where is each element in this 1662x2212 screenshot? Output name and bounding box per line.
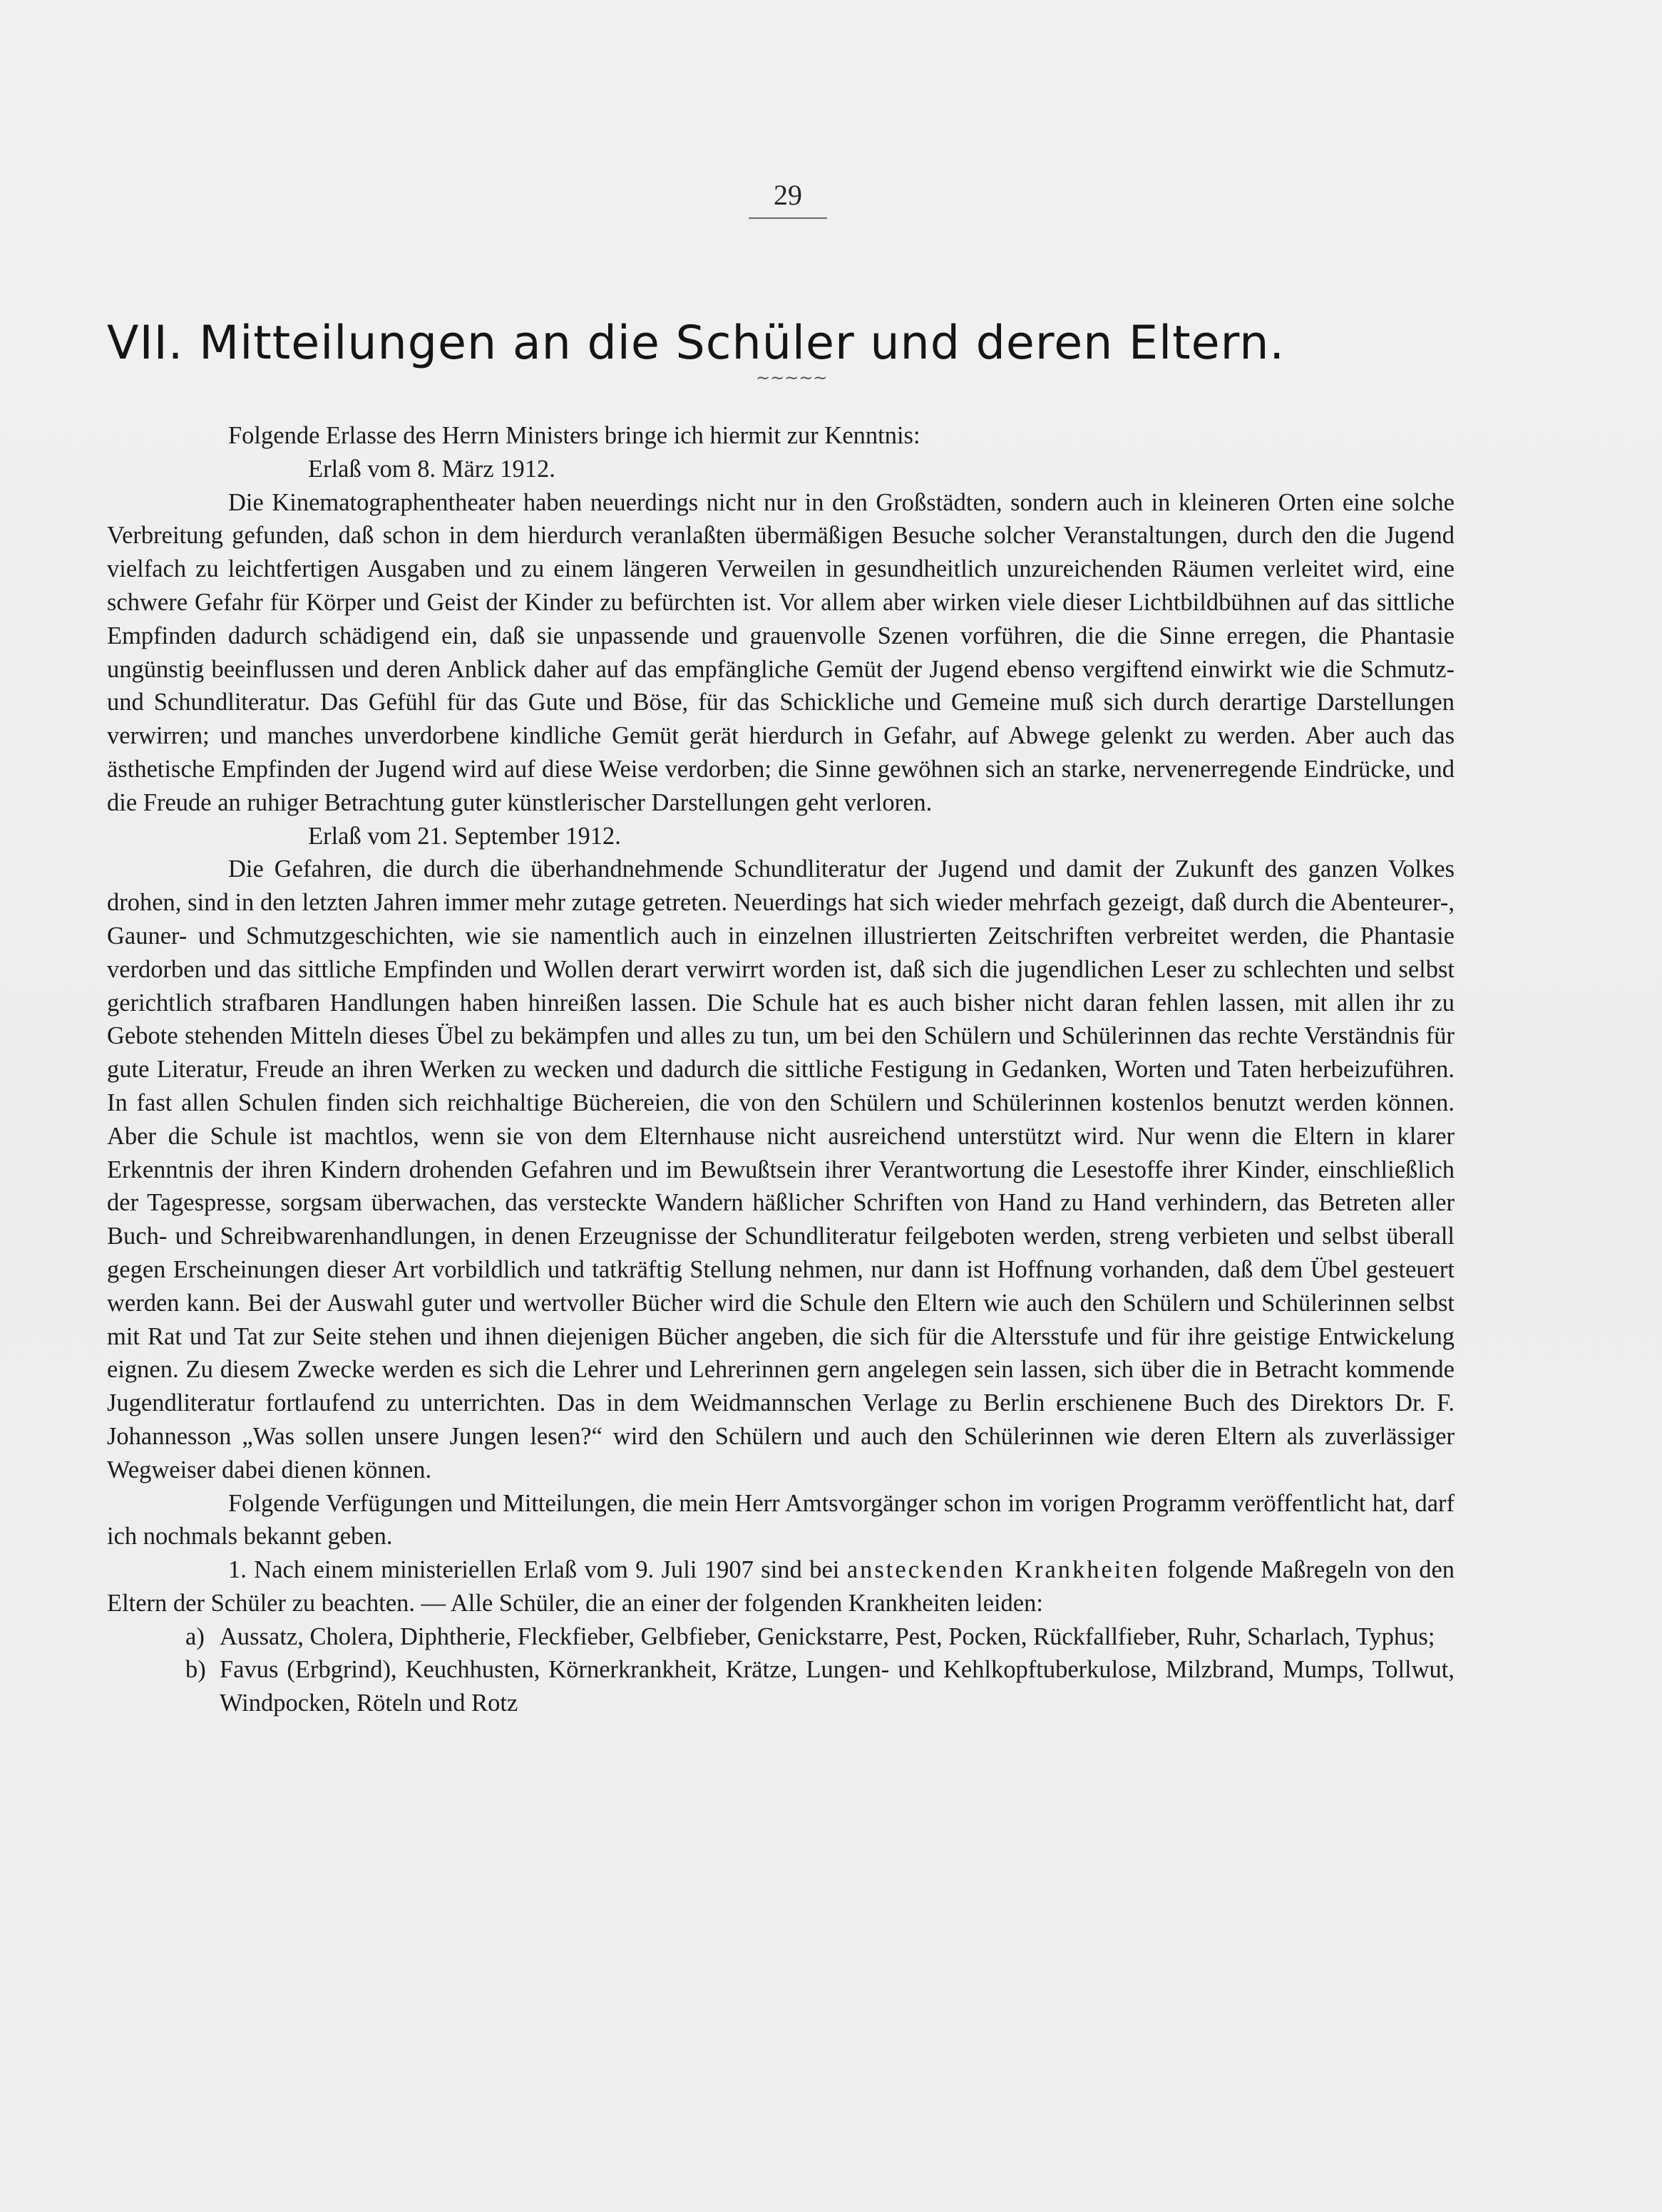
- item-1-suffix: folgende Maßregeln von den Eltern der Schüler zu beachten. — Alle Schüler, die an einer der folgenden Krankheiten leiden:: [107, 1556, 1455, 1617]
- decree-1-date: Erlaß vom 8. März 1912.: [308, 455, 555, 483]
- followup-paragraph: Folgende Verfügungen und Mitteilungen, die mein Herr Amtsvorgänger schon im vorigen Programm veröffentlicht hat, darf ich nochmals bekannt geben.: [107, 1489, 1455, 1550]
- disease-list-item: [107, 1653, 1455, 1720]
- decree-1-text: Die Kinematographentheater haben neuerdings nicht nur in den Großstädten, sondern auch in kleineren Orten eine solche Verbreitung gefunden, daß schon in dem hierdurch veranlaßten übermäßigen Besuche solcher Veranstaltungen, durch den die Jugend vielfach zu leichtfertigen Ausgaben und zu einem längeren Verweilen in gesundheitlich unzureichenden Räumen verleitet wird, eine schwere Gefahr für Körper und Geist der Kinder zu befürchten ist. Vor allem aber wirken viele dieser Lichtbildbühnen auf das sittliche Empfinden dadurch schädigend ein, daß sie unpassende und grauenvolle Szenen vorführen, die die Sinne erregen, die Phantasie ungünstig beeinflussen und deren Anblick daher auf das empfängliche Gemüt der Jugend ebenso vergiftend einwirkt wie die Schmutz- und Schundliteratur. Das Gefühl für das Gute und Böse, für das Schickliche und Gemeine muß sich durch derartige Darstellungen verwirren; und manches unverdorbene kindliche Gemüt gerät hierdurch in Gefahr, auf Abwege gelenkt zu werden. Aber auch das ästhetische Empfinden der Jugend wird auf diese Weise verdorben; die Sinne gewöhnen sich an starke, nervenerregende Eindrücke, und die Freude an ruhiger Betrachtung guter künstlerischer Darstellungen geht verloren.: [107, 488, 1455, 816]
- intro-paragraph: Folgende Erlasse des Herrn Ministers bringe ich hiermit zur Kenntnis:: [228, 422, 920, 449]
- page-number-rule: [749, 217, 827, 219]
- section-heading: VII. Mitteilungen an die Schüler und deren Eltern.: [107, 316, 1286, 370]
- disease-list-text: Aussatz, Cholera, Diphtherie, Fleckfieber, Gelbfieber, Genickstarre, Pest, Pocken, Rückfallfieber, Ruhr, Scharlach, Typhus;: [220, 1622, 1435, 1650]
- body-text: [107, 419, 1455, 1720]
- decree-2-text: Die Gefahren, die durch die überhandnehmende Schundliteratur der Jugend und damit der Zukunft des ganzen Volkes drohen, sind in den letzten Jahren immer mehr zutage getreten. Neuerdings hat sich wieder mehrfach gezeigt, daß durch die Abenteurer-, Gauner- und Schmutzgeschichten, wie sie namentlich auch in einzelnen illustrierten Zeitschriften verbreitet werden, die Phantasie verdorben und das sittliche Empfinden und Wollen derart verwirrt worden ist, daß sich die jugendlichen Leser zu schlechten und selbst gerichtlich strafbaren Handlungen haben hinreißen lassen. Die Schule hat es auch bisher nicht daran fehlen lassen, mit allen ihr zu Gebote stehenden Mitteln dieses Übel zu bekämpfen und alles zu tun, um bei den Schülern und Schülerinnen das rechte Verständnis für gute Literatur, Freude an ihren Werken zu wecken und dadurch die sittliche Festigung in Gedanken, Worten und Taten herbeizuführen. In fast allen Schulen finden sich reichhaltige Büchereien, die von den Schülern und Schülerinnen kostenlos benutzt werden können. Aber die Schule ist machtlos, wenn sie von dem Elternhause nicht ausreichend unterstützt wird. Nur wenn die Eltern in klarer Erkenntnis der ihren Kindern drohenden Gefahren und im Bewußtsein ihrer Verantwortung die Lesestoffe ihrer Kinder, einschließlich der Tagespresse, sorgsam überwachen, das versteckte Wandern häßlicher Schriften von Hand zu Hand verhindern, das Betreten aller Buch- und Schreibwarenhandlungen, in denen Erzeugnisse der Schundliteratur feilgeboten werden, streng verbieten und selbst überall gegen Erscheinungen dieser Art vorbildlich und tatkräftig Stellung nehmen, nur dann ist Hoffnung vorhanden, daß dem Übel gesteuert werden kann. Bei der Auswahl guter und wertvoller Bücher wird die Schule den Eltern wie auch den Schülern und Schülerinnen selbst mit Rat und Tat zur Seite stehen und ihnen diejenigen Bücher angeben, die sich für die Altersstufe und für ihre geistige Entwickelung eignen. Zu diesem Zwecke werden es sich die Lehrer und Lehrerinnen gern angelegen sein lassen, sich über die in Betracht kommende Jugendliteratur fortlaufend zu unterrichten. Das in dem Weidmannschen Verlage zu Berlin erschienene Buch des Direktors Dr. F. Johannesson „Was sollen unsere Jungen lesen?“ wird den Schülern und auch den Schülerinnen wie deren Eltern als zuverlässiger Wegweiser dabei dienen können.: [107, 855, 1455, 1483]
- disease-list-item: [107, 1620, 1455, 1654]
- page-number: 29: [774, 179, 802, 211]
- item-1-prefix: 1. Nach einem ministeriellen Erlaß vom 9. Juli 1907 sind bei: [228, 1556, 840, 1584]
- decree-2-date: Erlaß vom 21. September 1912.: [308, 822, 621, 850]
- disease-list-marker: a): [185, 1622, 205, 1650]
- disease-list-text: Favus (Erbgrind), Keuchhusten, Körnerkrankheit, Krätze, Lungen- und Kehlkopftuberkulose, Milzbrand, Mumps, Tollwut, Windpocken, Röteln und Rotz: [220, 1656, 1455, 1717]
- item-1-paragraph: [107, 1553, 1455, 1620]
- item-1-emphasis: ansteckenden Krankheiten: [846, 1556, 1160, 1584]
- heading-ornament: ~~~~~: [756, 368, 828, 388]
- disease-list-marker: b): [185, 1656, 206, 1684]
